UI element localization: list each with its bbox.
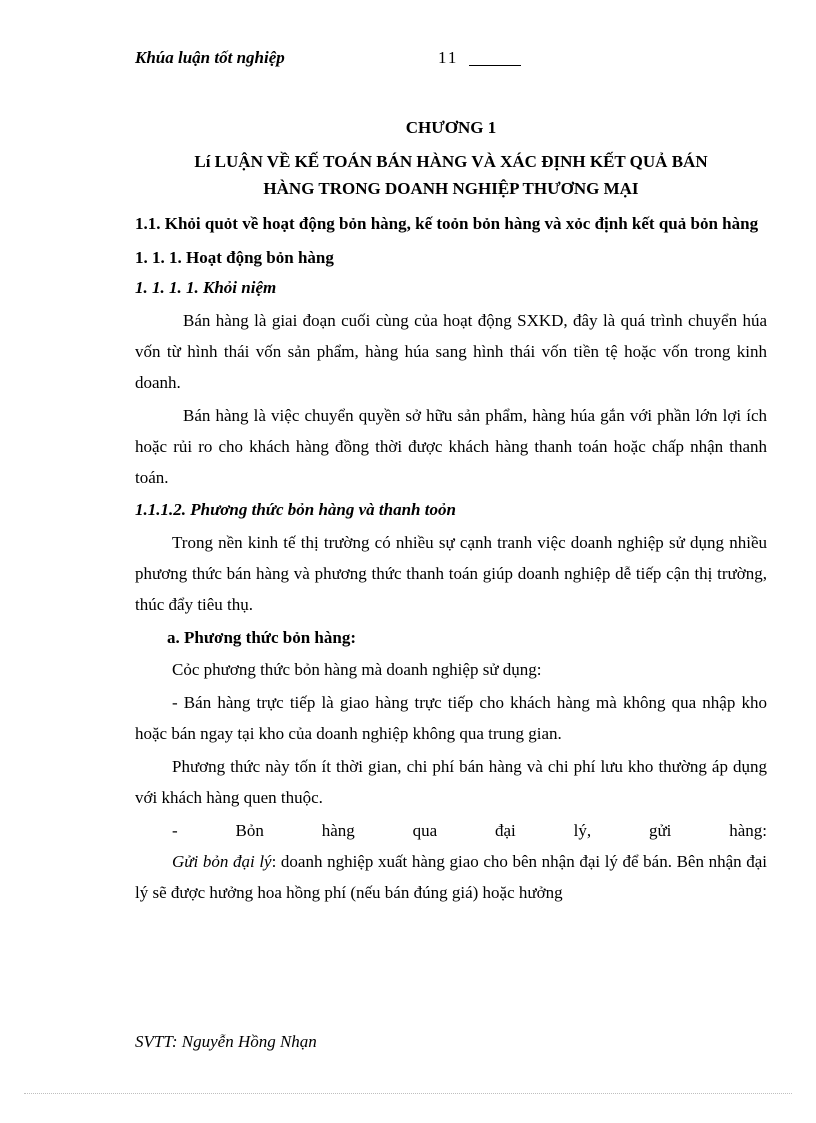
p7-word: - xyxy=(172,821,178,840)
paragraph-5: - Bán hàng trực tiếp là giao hàng trực tiếp cho khách hàng mà không qua nhập kho hoặc bán ngay tại kho của doanh nghiệp không qua trung gian. xyxy=(135,693,767,743)
page-bottom-divider xyxy=(24,1093,792,1094)
subheading-a: a. Phương thức bỏn hàng: xyxy=(167,628,357,647)
chapter-title-line-1: Lí LUẬN VỀ KẾ TOÁN BÁN HÀNG VÀ XÁC ĐỊNH KẾT QUẢ BÁN xyxy=(194,152,708,171)
p8-italic-term: Gửi bỏn đại lý xyxy=(172,852,272,871)
p7-word: gửi xyxy=(648,821,672,840)
p7-word: hàng: xyxy=(729,821,767,840)
paragraph-3: Trong nền kinh tế thị trường có nhiều sự cạnh tranh việc doanh nghiệp sử dụng nhiều phương thức bán hàng và phương thức thanh toán giúp doanh nghiệp dễ tiếp cận thị trường, thúc đẩy tiêu thụ. xyxy=(135,533,767,614)
paragraph-8 xyxy=(135,846,767,908)
paragraph-7 xyxy=(135,815,767,846)
section-heading-1-1-1-1: 1. 1. 1. 1. Khỏi niệm xyxy=(135,278,277,297)
p7-word: Bỏn xyxy=(235,821,264,840)
paragraph-6: Phương thức này tốn ít thời gian, chi phí bán hàng và chi phí lưu kho thường áp dụng với khách hàng quen thuộc. xyxy=(135,757,767,807)
p8-text: : doanh nghiệp xuất hàng giao cho bên nhận đại lý để bán. Bên nhận đại lý sẽ được hưởng hoa hồng phí (nếu bán đúng giá) hoặc hưởng xyxy=(135,852,767,902)
chapter-title xyxy=(135,148,767,202)
page-footer: SVTT: Nguyễn Hồng Nhạn xyxy=(135,1032,317,1051)
section-heading-1-1-1-2: 1.1.1.2. Phương thức bỏn hàng và thanh toỏn xyxy=(135,500,456,519)
header-title: Khúa luận tốt nghiệp xyxy=(135,48,285,67)
paragraph-1: Bán hàng là giai đoạn cuối cùng của hoạt động SXKD, đây là quá trình chuyển húa vốn từ hình thái vốn sản phẩm, hàng húa sang hình thái vốn tiền tệ hoặc vốn trong kinh doanh. xyxy=(135,311,767,392)
p7-word: đại xyxy=(494,821,516,840)
page-header xyxy=(135,48,695,72)
page-number: 11 xyxy=(438,48,459,67)
section-heading-1-1-1: 1. 1. 1. Hoạt động bỏn hàng xyxy=(135,248,334,267)
p7-word: lý, xyxy=(573,821,592,840)
header-underline xyxy=(469,65,521,66)
section-heading-1-1: 1.1. Khỏi quỏt về hoạt động bỏn hàng, kế toỏn bỏn hàng và xỏc định kết quả bỏn hàng xyxy=(135,214,759,233)
chapter-title-line-2: HÀNG TRONG DOANH NGHIỆP THƯƠNG MẠI xyxy=(263,179,639,198)
paragraph-4: Cỏc phương thức bỏn hàng mà doanh nghiệp sử dụng: xyxy=(172,660,542,679)
p7-word: hàng xyxy=(321,821,355,840)
page-content xyxy=(135,118,767,910)
p7-word: qua xyxy=(412,821,438,840)
chapter-label: CHƯƠNG 1 xyxy=(405,118,497,137)
paragraph-2: Bán hàng là việc chuyển quyền sở hữu sản phẩm, hàng húa gắn với phần lớn lợi ích hoặc rủi ro cho khách hàng đồng thời được khách hàng thanh toán hoặc chấp nhận thanh toán. xyxy=(135,406,767,487)
